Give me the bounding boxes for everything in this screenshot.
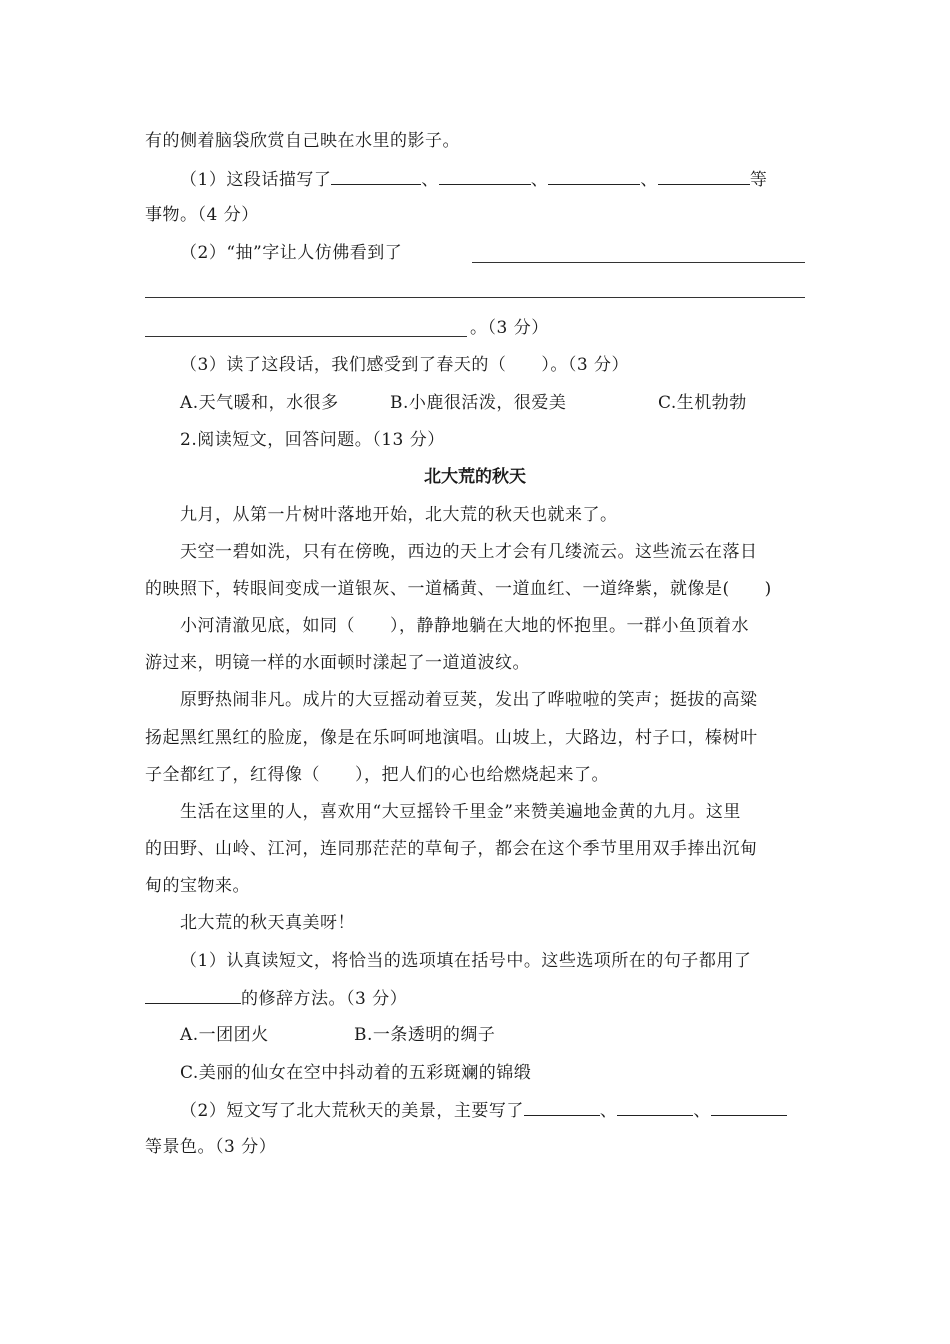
passage-line: 北大荒的秋天真美呀！ (180, 913, 355, 933)
question-2-1-options (180, 1024, 495, 1046)
passage-line: 扬起黑红黑红的脸庞，像是在乐呵呵地演唱。山坡上，大路边，村子口，榛树叶 (145, 728, 758, 748)
answer-blank[interactable] (658, 168, 750, 185)
answer-line[interactable] (472, 262, 805, 263)
passage-line: 子全都红了，红得像（ ），把人们的心也给燃烧起来了。 (145, 765, 609, 785)
passage-line: 甸的宝物来。 (145, 876, 250, 896)
passage-line: 的映照下，转眼间变成一道银灰、一道橘黄、一道血红、一道绛紫，就像是( ) (145, 579, 772, 599)
answer-blank[interactable] (524, 1099, 600, 1116)
passage-line: 原野热闹非凡。成片的大豆摇动着豆荚，发出了哗啦啦的笑声；挺拔的高粱 (180, 690, 758, 710)
passage-line: 游过来，明镜一样的水面顿时漾起了一道道波纹。 (145, 653, 530, 673)
answer-blank[interactable] (331, 168, 421, 185)
answer-line[interactable] (145, 336, 467, 337)
question-2-2: （2）短文写了北大荒秋天的美景，主要写了 、 、 (180, 1099, 787, 1122)
passage-title: 北大荒的秋天 (424, 467, 526, 487)
answer-blank[interactable] (439, 168, 531, 185)
question-1-2-end: 。（3 分） (470, 318, 549, 338)
section-heading: 2.阅读短文，回答问题。（13 分） (180, 430, 445, 450)
option-b[interactable]: B.小鹿很活泼，很爱美 (390, 393, 567, 413)
answer-blank[interactable] (711, 1099, 787, 1116)
option-c[interactable]: C.生机勃勃 (658, 393, 747, 413)
answer-blank[interactable] (617, 1099, 693, 1116)
option-a[interactable]: A.一团团火 (180, 1025, 269, 1045)
question-1-3: （3）读了这段话，我们感受到了春天的（ ）。（3 分） (180, 355, 630, 375)
question-1-1: （1）这段话描写了 、 、 、 等 (180, 170, 768, 190)
passage-line: 九月，从第一片树叶落地开始，北大荒的秋天也就来了。 (180, 505, 618, 525)
passage-line: 天空一碧如洗，只有在傍晚，西边的天上才会有几缕流云。这些流云在落日 (180, 542, 758, 562)
question-2-1-cont: 的修辞方法。（3 分） (145, 987, 407, 1010)
question-2-2-cont: 等景色。（3 分） (145, 1137, 277, 1157)
passage-line: 的田野、山岭、江河，连同那茫茫的草甸子，都会在这个季节里用双手捧出沉甸 (145, 839, 758, 859)
option-b[interactable]: B.一条透明的绸子 (354, 1025, 496, 1045)
passage-line: 小河清澈见底，如同（ ），静静地躺在大地的怀抱里。一群小鱼顶着水 (180, 616, 749, 636)
question-2-1: （1）认真读短文，将恰当的选项填在括号中。这些选项所在的句子都用了 (180, 951, 752, 971)
option-a[interactable]: A.天气暖和，水很多 (180, 393, 339, 413)
question-1-3-options (180, 392, 747, 414)
option-c[interactable]: C.美丽的仙女在空中抖动着的五彩斑斓的锦缎 (180, 1063, 532, 1083)
passage-continuation: 有的侧着脑袋欣赏自己映在水里的影子。 (145, 131, 460, 151)
question-1-2: （2）“抽”字让人仿佛看到了 (180, 243, 403, 263)
answer-blank[interactable] (145, 987, 241, 1004)
question-1-1-cont: 事物。（4 分） (145, 205, 259, 225)
answer-blank[interactable] (548, 168, 640, 185)
answer-line[interactable] (145, 297, 805, 298)
passage-line: 生活在这里的人，喜欢用“大豆摇铃千里金”来赞美遍地金黄的九月。这里 (180, 802, 741, 822)
